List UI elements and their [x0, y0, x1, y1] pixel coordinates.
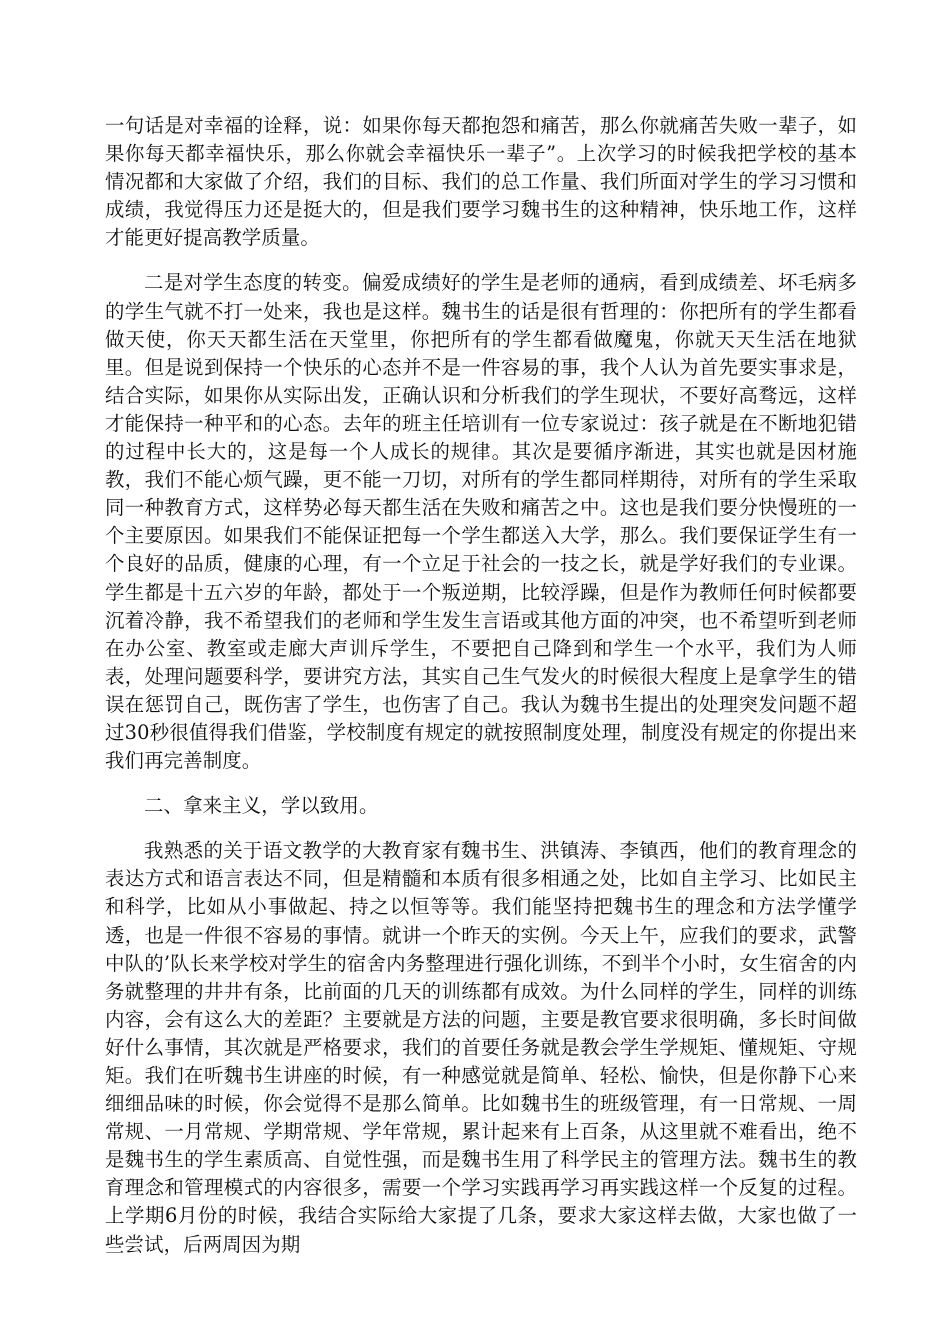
- section-heading: 二、拿来主义，学以致用。: [144, 794, 379, 818]
- document-page: [105, 112, 857, 1276]
- body-paragraph: 一句话是对幸福的诠释，说：如果你每天都抱怨和痛苦，那么你就痛苦失败一辈子，如果你每天都幸福快乐，那么你就会幸福快乐一辈子”。上次学习的时候我把学校的基本情况都和大家做了介绍，我们的目标、我们的总工作量、我们所面对学生的学习习惯和成绩，我觉得压力还是挺大的，但是我们要学习魏书生的这种精神，快乐地工作，这样才能更好提高教学质量。: [105, 114, 857, 250]
- body-paragraph: 我熟悉的关于语文教学的大教育家有魏书生、洪镇涛、李镇西，他们的教育理念的表达方式和语言表达不同，但是精髓和本质有很多相通之处，比如自主学习、比如民主和科学，比如从小事做起、持之以恒等等。我们能坚持把魏书生的理念和方法学懂学透，也是一件很不容易的事情。就讲一个昨天的实例。今天上午，应我们的要求，武警中队的’队长来学校对学生的宿舍内务整理进行强化训练，不到半个小时，女生宿舍的内务就整理的井井有条，比前面的几天的训练都有成效。为什么同样的学生，同样的训练内容，会有这么大的差距？主要就是方法的问题，主要是教官要求很明确，多长时间做好什么事情，其次就是严格要求，我们的首要任务就是教会学生学规矩、懂规矩、守规矩。我们在听魏书生讲座的时候，有一种感觉就是简单、轻松、愉快，但是你静下心来细细品味的时候，你会觉得不是那么简单。比如魏书生的班级管理，有一日常规、一周常规、一月常规、学期常规、学年常规，累计起来有上百条，从这里就不难看出，绝不是魏书生的学生素质高、自觉性强，而是魏书生用了科学民主的管理方法。魏书生的教育理念和管理模式的内容很多，需要一个学习实践再学习再实践这样一个反复的过程。上学期6月份的时候，我结合实际给大家提了几条，要求大家这样去做，大家也做了一些尝试，后两周因为期: [105, 839, 857, 1256]
- body-paragraph: 二是对学生态度的转变。偏爱成绩好的学生是老师的通病，看到成绩差、坏毛病多的学生气就不打一处来，我也是这样。魏书生的话是很有哲理的：你把所有的学生都看做天使，你天天都生活在天堂里，你把所有的学生都看做魔鬼，你就天天生活在地狱里。但是说到保持一个快乐的心态并不是一件容易的事，我个人认为首先要实事求是，结合实际，如果你从实际出发，正确认识和分析我们的学生现状，不要好高骛远，这样才能保持一种平和的心态。去年的班主任培训有一位专家说过：孩子就是在不断地犯错的过程中长大的，这是每一个人成长的规律。其次是要循序渐进，其实也就是因材施教，我们不能心烦气躁，更不能一刀切，对所有的学生都同样期待，对所有的学生采取同一种教育方式，这样势必每天都生活在失败和痛苦之中。这也是我们要分快慢班的一个主要原因。如果我们不能保证把每一个学生都送入大学，那么。我们要保证学生有一个良好的品质，健康的心理，有一个立足于社会的一技之长，就是学好我们的专业课。学生都是十五六岁的年龄，都处于一个叛逆期，比较浮躁，但是作为教师任何时候都要沉着冷静，我不希望我们的老师和学生发生言语或其他方面的冲突，也不希望听到老师在办公室、教室或走廊大声训斥学生，不要把自己降到和学生一个水平，我们为人师表，处理问题要科学，要讲究方法，其实自己生气发火的时候很大程度上是拿学生的错误在惩罚自己，既伤害了学生，也伤害了自己。我认为魏书生提出的处理突发问题不超过30秒很值得我们借鉴，学校制度有规定的就按照制度处理，制度没有规定的你提出来我们再完善制度。: [105, 271, 857, 773]
